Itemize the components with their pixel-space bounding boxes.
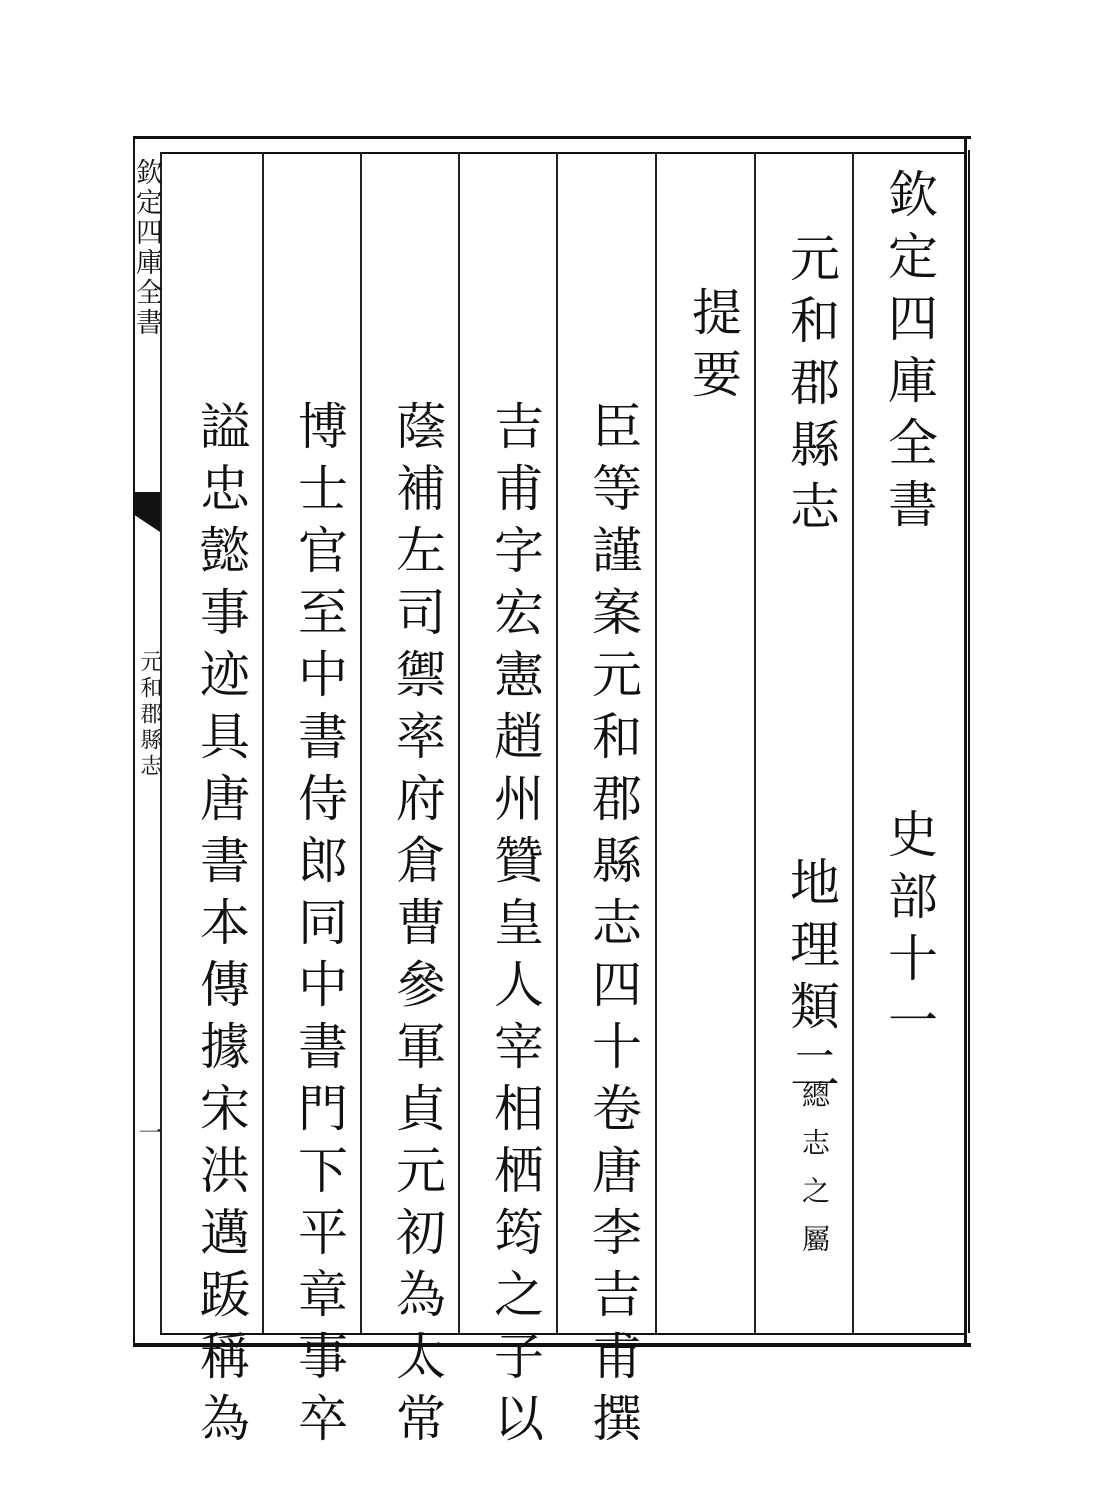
collection-title: 欽定四庫全書 (880, 168, 938, 540)
section-label: 史部十一 (880, 808, 938, 1056)
body-column-1: 臣等謹案元和郡縣志四十卷唐李吉甫撰 (584, 400, 642, 1454)
category-label: 地理類二 (782, 856, 840, 1104)
frame-top-border (133, 136, 971, 139)
frame-right-border (964, 136, 967, 1347)
body-column-2: 吉甫字宏憲趙州贊皇人宰相栖筠之子以 (486, 400, 544, 1454)
body-column-3: 蔭補左司禦率府倉曹參軍貞元初為太常 (388, 400, 446, 1454)
column-rule (655, 152, 657, 1333)
body-column-5: 謚忠懿事迹具唐書本傳據宋洪邁䟦稱為 (192, 400, 250, 1454)
subcategory-note: 總志之屬 (798, 1080, 831, 1272)
frame-bottom-inner-border (160, 1333, 964, 1335)
abstract-heading: 提要 (684, 286, 742, 410)
frame-top-inner-border (160, 152, 964, 154)
frame-bottom-border (133, 1343, 971, 1347)
banxin-volume: 元和郡縣志 (137, 650, 162, 780)
frame-right-outer-border (968, 150, 970, 1333)
column-rule (360, 152, 362, 1333)
banxin-title: 欽定四庫全書 (131, 158, 162, 338)
banxin-page-number: 一 (134, 1120, 162, 1144)
column-rule (262, 152, 264, 1333)
column-rule (852, 152, 854, 1333)
body-column-4: 博士官至中書侍郎同中書門下平章事卒 (290, 400, 348, 1454)
column-rule (458, 152, 460, 1333)
column-rule (556, 152, 558, 1333)
work-title: 元和郡縣志 (782, 232, 840, 542)
column-rule (754, 152, 756, 1333)
